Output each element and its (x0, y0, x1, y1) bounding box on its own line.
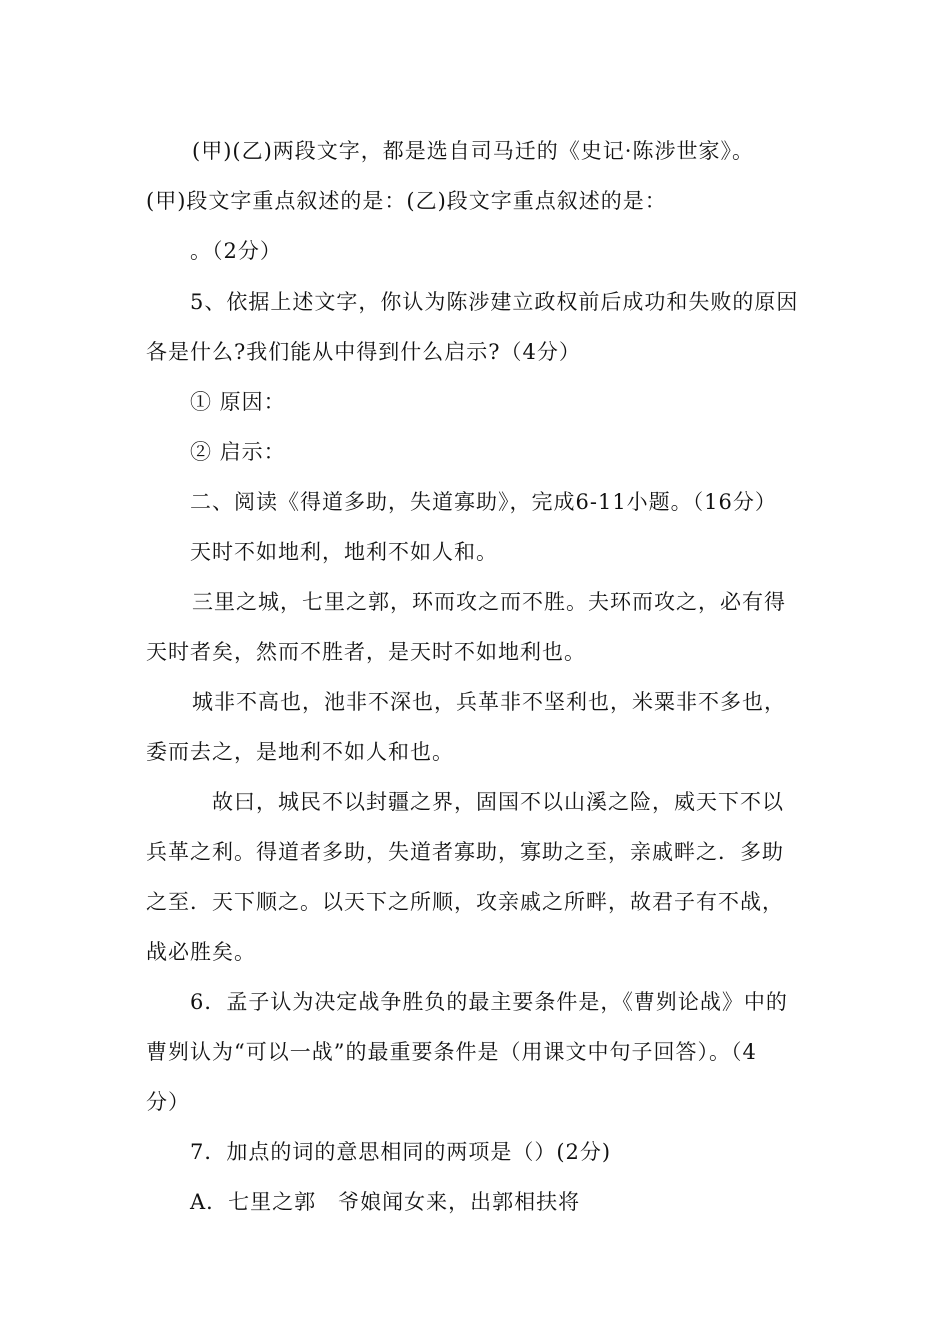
question-5-line-1: 5、依据上述文字，你认为陈涉建立政权前后成功和失败的原因 (190, 290, 799, 314)
answer-insight-line: ② 启示： (190, 440, 286, 464)
answer-reason-line: ① 原因： (190, 390, 286, 414)
question-6-line-2: 曹刿认为“可以一战”的最重要条件是（用课文中句子回答）。（4 (146, 1040, 757, 1064)
text-line-2: (甲)段文字重点叙述的是：(乙)段文字重点叙述的是： (146, 189, 667, 213)
text-line-3: 。（2分） (190, 239, 282, 263)
passage-line-7: 兵革之利。得道者多助，失道者寡助，寡助之至，亲戚畔之．多助 (146, 840, 784, 864)
option-a-line: A．七里之郭 爷娘闻女来，出郭相扶将 (190, 1190, 581, 1214)
passage-line-2: 三里之城，七里之郭，环而攻之而不胜。夫环而攻之，必有得 (192, 590, 786, 614)
passage-line-4: 城非不高也，池非不深也，兵革非不坚利也，米粟非不多也， (192, 690, 786, 714)
passage-line-9: 战必胜矣。 (146, 940, 256, 964)
text-line-1: (甲)(乙)两段文字，都是选自司马迁的《史记·陈涉世家》。 (192, 139, 754, 163)
section-2-heading: 二、阅读《得道多助，失道寡助》，完成6-11小题。（16分） (190, 490, 777, 514)
question-7-line: 7．加点的词的意思相同的两项是（）(2分) (190, 1140, 612, 1164)
passage-line-1: 天时不如地利，地利不如人和。 (190, 540, 498, 564)
question-5-line-2: 各是什么?我们能从中得到什么启示?（4分） (146, 340, 581, 364)
passage-line-6: 故曰，城民不以封疆之界，固国不以山溪之险，威天下不以 (212, 790, 784, 814)
question-6-line-1: 6．孟子认为决定战争胜负的最主要条件是，《曹刿论战》中的 (190, 990, 788, 1014)
question-6-line-3: 分） (146, 1090, 190, 1114)
passage-line-5: 委而去之，是地利不如人和也。 (146, 740, 454, 764)
passage-line-3: 天时者矣，然而不胜者，是天时不如地利也。 (146, 640, 586, 664)
passage-line-8: 之至．天下顺之。以天下之所顺，攻亲戚之所畔，故君子有不战， (146, 890, 784, 914)
